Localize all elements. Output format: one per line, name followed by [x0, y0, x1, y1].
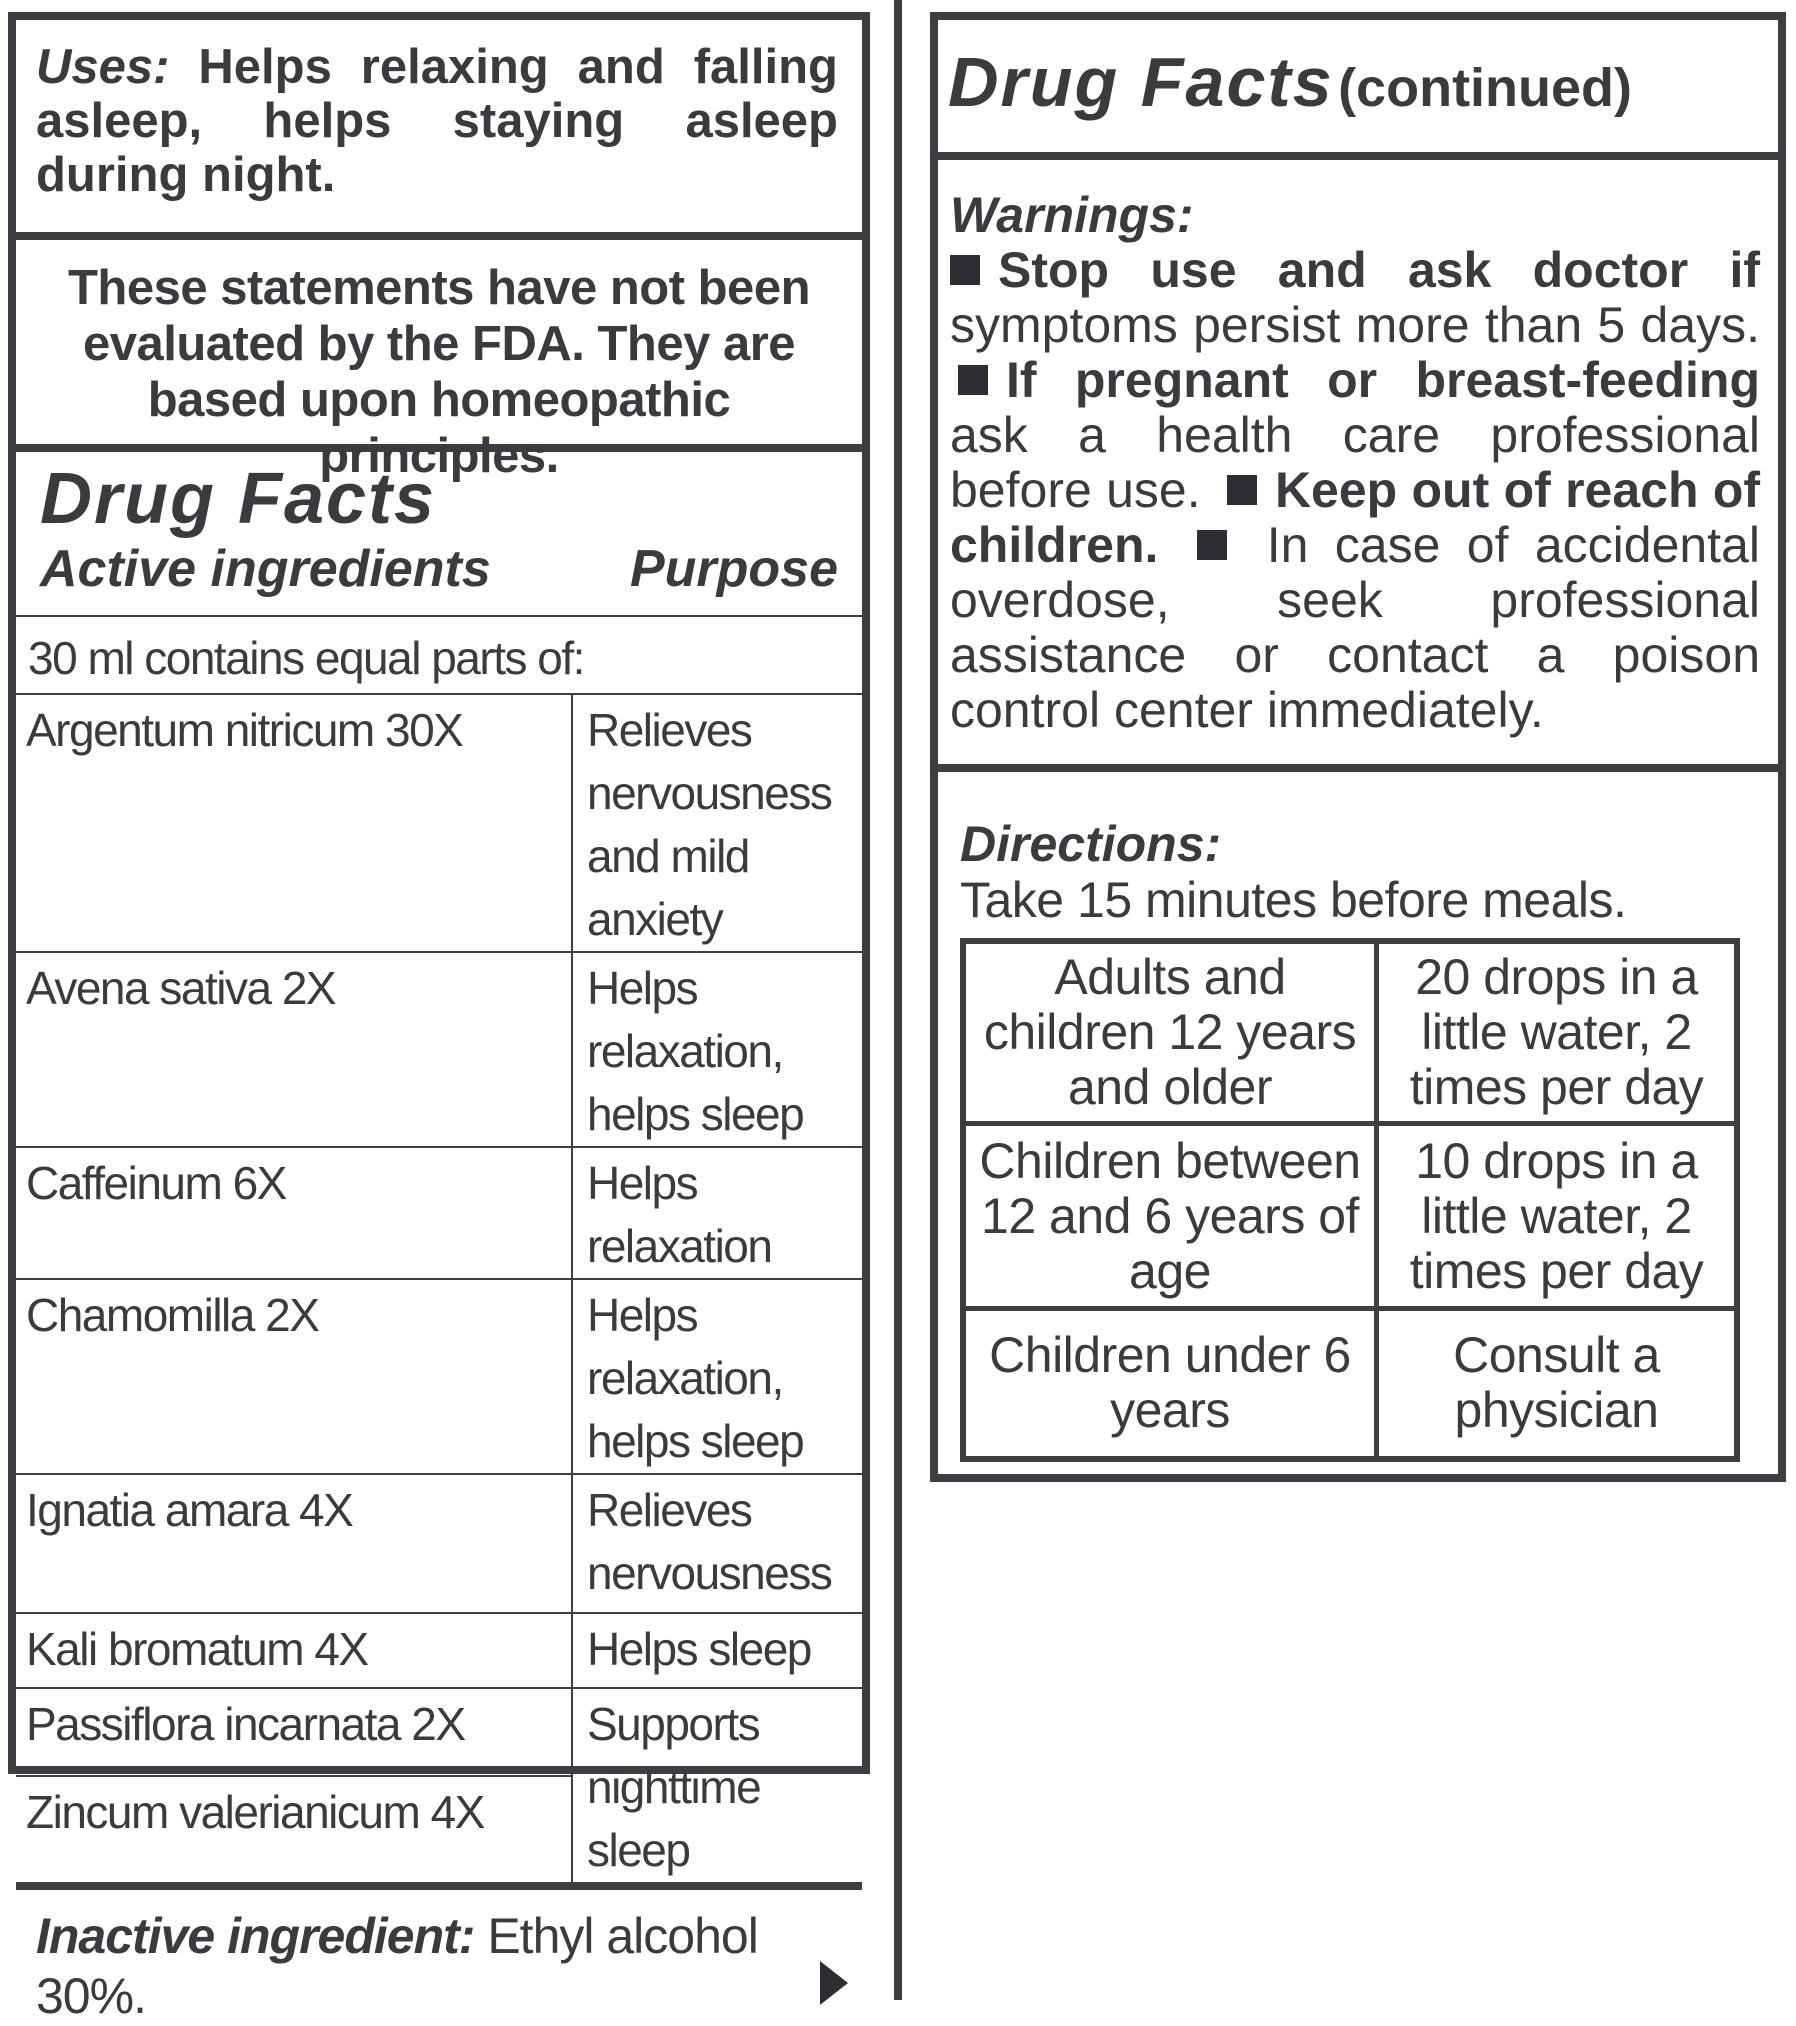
table-row [963, 941, 1737, 1124]
contains-line: 30 ml contains equal parts of: [16, 617, 862, 695]
directions-label: Directions: [960, 816, 1222, 872]
table-row [16, 1279, 862, 1474]
dosage-table [960, 938, 1740, 1462]
ingredient-cell: Zincum valerianicum 4X [16, 1776, 572, 1886]
age-group-cell: Children under 6 years [963, 1309, 1377, 1459]
dose-cell: Consult a physician [1377, 1309, 1738, 1459]
pregnant-text: ask a health care professional before use. [950, 407, 1760, 518]
drug-facts-title: Drug Facts [40, 459, 437, 539]
ingredient-cell: Passiflora incarnata 2X [16, 1688, 572, 1776]
purpose-cell: Relieves nervousness [572, 1474, 862, 1613]
directions-section [938, 772, 1778, 1462]
black-square-bullet-icon [950, 255, 980, 285]
table-row [16, 1688, 862, 1776]
ingredient-cell: Avena sativa 2X [16, 952, 572, 1147]
warnings-label: Warnings: [950, 187, 1194, 243]
age-group-cell: Children between 12 and 6 years of age [963, 1124, 1377, 1309]
active-ingredients-heading: Active ingredients [40, 540, 491, 598]
ingredient-cell: Argentum nitricum 30X [16, 695, 572, 952]
stop-use-text: symptoms persist more than 5 days. [950, 297, 1760, 353]
pregnant-bold: If pregnant or breast-feeding [1006, 352, 1760, 408]
drug-facts-subheader [40, 538, 838, 600]
purpose-heading: Purpose [629, 540, 838, 598]
table-row [16, 695, 862, 952]
warnings-section [938, 160, 1778, 772]
fda-disclaimer: These statements have not been evaluated by the FDA. They are based upon homeopathic principles. [16, 240, 862, 452]
purpose-cell: Helps sleep [572, 1613, 862, 1688]
center-divider [894, 0, 902, 2000]
continued-title: Drug Facts [948, 43, 1334, 121]
black-square-bullet-icon [1197, 530, 1227, 560]
black-square-bullet-icon [1227, 475, 1257, 505]
inactive-label: Inactive ingredient: [36, 1908, 475, 1964]
table-row [16, 1613, 862, 1688]
uses-section [16, 20, 862, 240]
stop-use-bold: Stop use and ask doctor if [998, 242, 1760, 298]
ingredients-table [16, 695, 862, 1890]
ingredient-cell: Ignatia amara 4X [16, 1474, 572, 1613]
table-row [16, 952, 862, 1147]
uses-text: Helps relaxing and falling asleep, helps staying asleep during night. [36, 40, 838, 202]
triangle-right-icon [820, 1961, 848, 2005]
ingredient-cell: Chamomilla 2X [16, 1279, 572, 1474]
black-square-bullet-icon [958, 365, 988, 395]
purpose-cell: Helps relaxation, helps sleep [572, 952, 862, 1147]
table-row [16, 1147, 862, 1279]
keep-away-bold: Keep out of reach of children. [950, 462, 1761, 573]
purpose-cell: Supports nighttime sleep [572, 1688, 862, 1886]
dose-cell: 10 drops in a little water, 2 times per day [1377, 1124, 1738, 1309]
ingredient-cell: Kali bromatum 4X [16, 1613, 572, 1688]
ingredient-cell: Caffeinum 6X [16, 1147, 572, 1279]
inactive-text: Ethyl alcohol 30%. [36, 1908, 758, 2024]
directions-text: Take 15 minutes before meals. [960, 872, 1627, 928]
table-row [963, 1124, 1737, 1309]
drug-facts-panel-right [930, 12, 1786, 1482]
purpose-cell: Helps relaxation [572, 1147, 862, 1279]
continued-header [938, 20, 1778, 160]
age-group-cell: Adults and children 12 years and older [963, 941, 1377, 1124]
drug-facts-panel-left [8, 12, 870, 2024]
purpose-cell: Relieves nervousness and mild anxiety [572, 695, 862, 952]
overdose-text: In case of accidental overdose, seek professional assistance or contact a poison control center immediately. [950, 517, 1760, 738]
continued-suffix: (continued) [1338, 58, 1633, 118]
dose-cell: 20 drops in a little water, 2 times per day [1377, 941, 1738, 1124]
table-row [16, 1474, 862, 1613]
drug-facts-header [16, 452, 862, 617]
table-row [963, 1309, 1737, 1459]
uses-label: Uses: [36, 40, 170, 94]
purpose-cell: Helps relaxation, helps sleep [572, 1279, 862, 1474]
